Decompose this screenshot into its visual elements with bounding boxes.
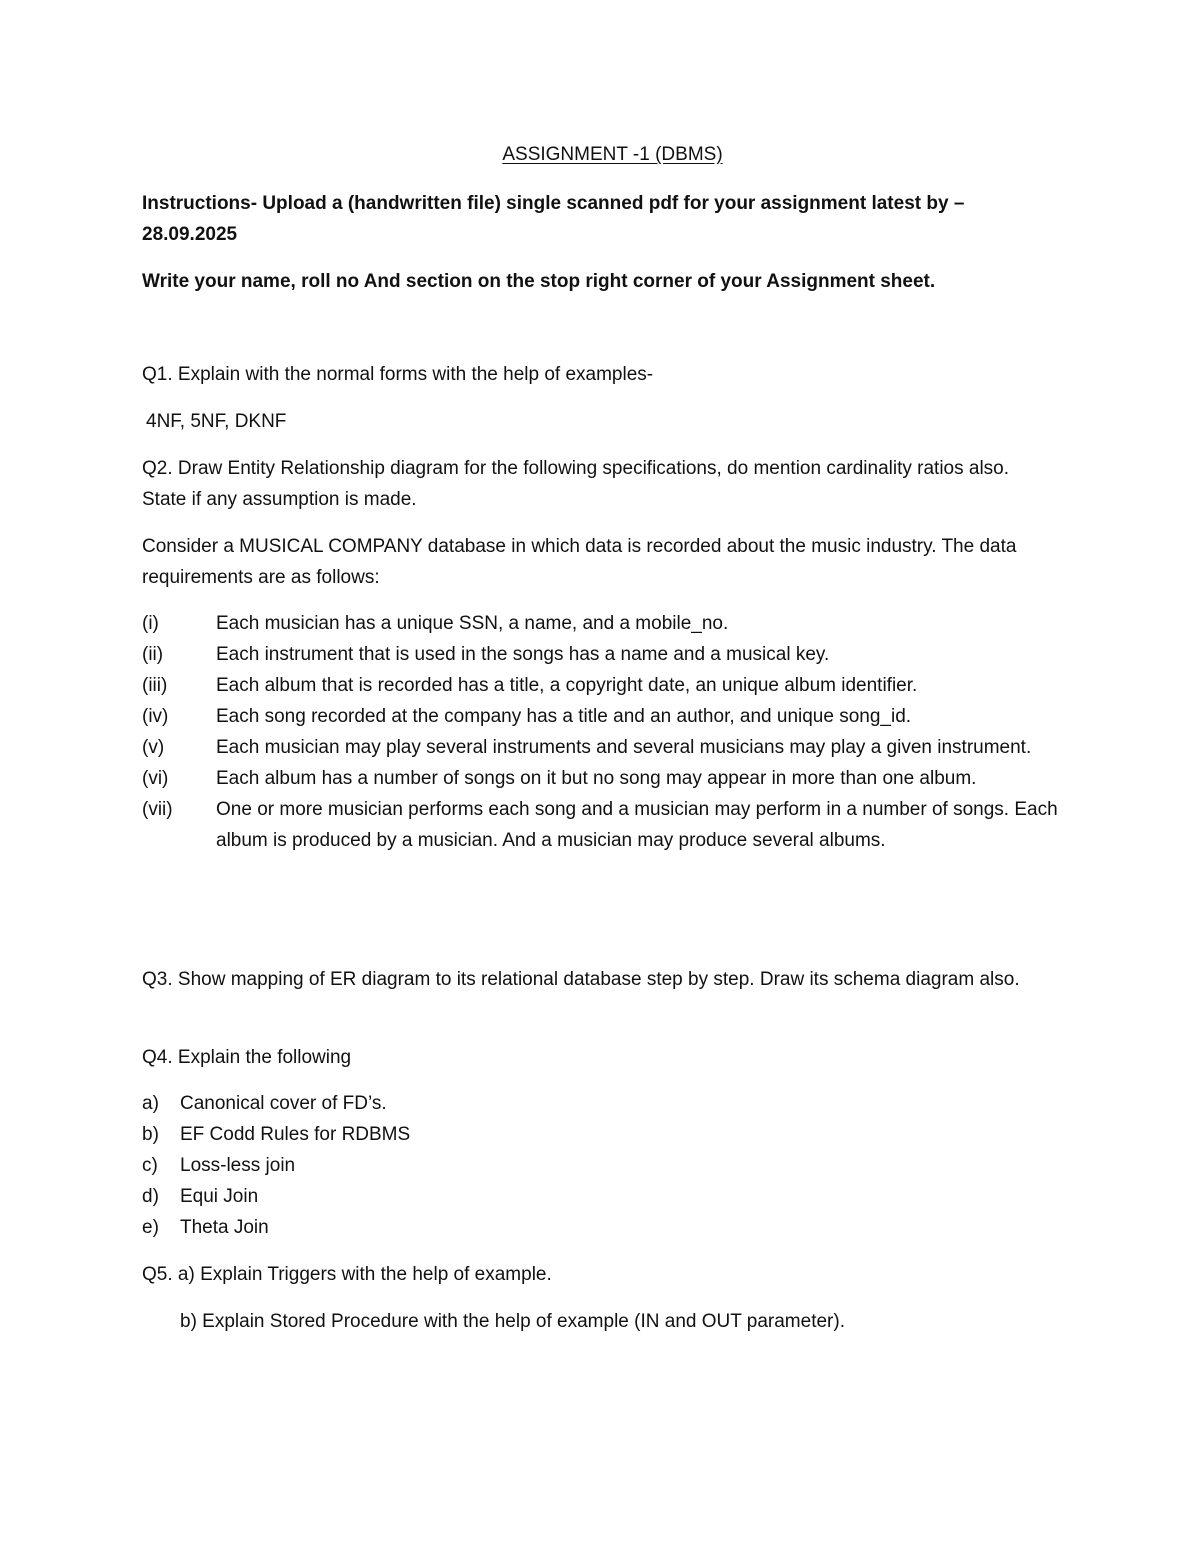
list-item [142, 1088, 1042, 1119]
list-text: One or more musician performs each song and a musician may perform in a number of songs. Each album is produced by a musician. And a musician may produce several albums. [216, 799, 1058, 851]
question-4: Q4. Explain the following [142, 1047, 352, 1068]
list-marker: (iii) [142, 675, 168, 696]
list-marker: (v) [142, 737, 165, 758]
list-item [142, 639, 1062, 670]
list-marker: b) [142, 1124, 159, 1145]
list-marker: (vii) [142, 799, 173, 820]
question-3: Q3. Show mapping of ER diagram to its relational database step by step. Draw its schema diagram also. [142, 969, 1020, 990]
question-4-list [142, 1088, 1042, 1243]
list-marker: d) [142, 1186, 159, 1207]
list-marker: (iv) [142, 706, 169, 727]
list-marker: e) [142, 1217, 159, 1238]
question-2-context: Consider a MUSICAL COMPANY database in which data is recorded about the music industry. The data requirements are as follows: [142, 536, 1017, 588]
question-2: Q2. Draw Entity Relationship diagram for the following specifications, do mention cardinality ratios also. State if any assumption is made. [142, 458, 1010, 510]
list-marker: c) [142, 1155, 158, 1176]
list-item [142, 701, 1062, 732]
question-1: Q1. Explain with the normal forms with the help of examples- [142, 364, 654, 385]
list-text: Each musician has a unique SSN, a name, and a mobile_no. [216, 613, 729, 634]
list-item [142, 1212, 1042, 1243]
list-text: Each album has a number of songs on it but no song may appear in more than one album. [216, 768, 977, 789]
list-item [142, 670, 1062, 701]
list-text: Canonical cover of FD’s. [180, 1093, 387, 1114]
list-text: EF Codd Rules for RDBMS [180, 1124, 411, 1145]
write-note: Write your name, roll no And section on the stop right corner of your Assignment sheet. [142, 271, 936, 292]
list-item [142, 1150, 1042, 1181]
list-text: Loss-less join [180, 1155, 296, 1176]
list-text: Equi Join [180, 1186, 259, 1207]
list-marker: (i) [142, 613, 159, 634]
list-text: Each musician may play several instruments and several musicians may play a given instrument. [216, 737, 1032, 758]
question-5b: b) Explain Stored Procedure with the help of example (IN and OUT parameter). [180, 1311, 845, 1332]
instructions-text: Instructions- Upload a (handwritten file) single scanned pdf for your assignment latest by – 28.09.2025 [142, 193, 965, 245]
list-marker: (ii) [142, 644, 164, 665]
question-1-forms: 4NF, 5NF, DKNF [146, 411, 287, 432]
list-item [142, 763, 1062, 794]
list-text: Each album that is recorded has a title, a copyright date, an unique album identifier. [216, 675, 918, 696]
list-text: Each song recorded at the company has a title and an author, and unique song_id. [216, 706, 912, 727]
list-item [142, 608, 1062, 639]
list-item [142, 732, 1062, 763]
list-item [142, 794, 1062, 856]
list-marker: (vi) [142, 768, 169, 789]
list-item [142, 1181, 1042, 1212]
list-marker: a) [142, 1093, 159, 1114]
assignment-title: ASSIGNMENT -1 (DBMS) [502, 144, 723, 165]
question-5a: Q5. a) Explain Triggers with the help of example. [142, 1264, 552, 1285]
list-text: Theta Join [180, 1217, 269, 1238]
requirements-list [142, 608, 1062, 856]
list-text: Each instrument that is used in the songs has a name and a musical key. [216, 644, 830, 665]
list-item [142, 1119, 1042, 1150]
